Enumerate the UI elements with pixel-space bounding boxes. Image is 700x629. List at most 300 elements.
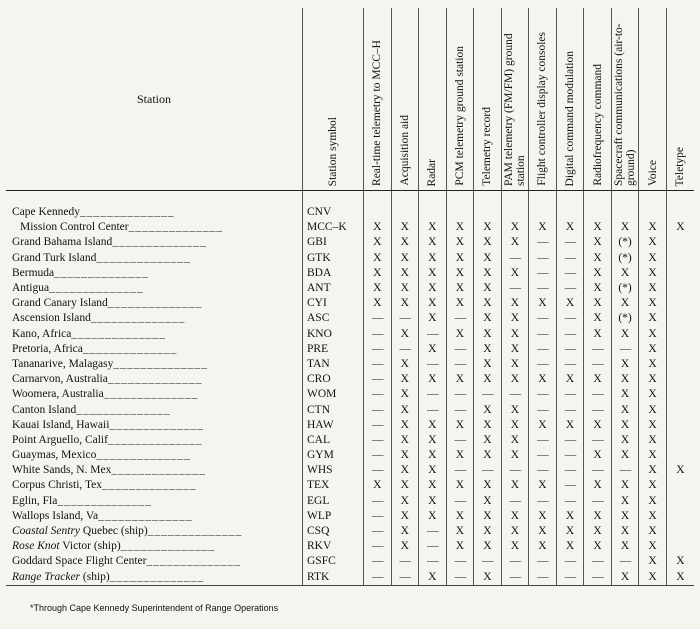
capability-mark bbox=[419, 191, 447, 221]
capability-mark: — bbox=[364, 418, 392, 433]
station-symbol: TAN bbox=[303, 357, 364, 372]
capability-mark: X bbox=[529, 478, 557, 493]
capability-mark: — bbox=[584, 570, 612, 585]
capability-mark: X bbox=[584, 524, 612, 539]
leader-dots: ______________ bbox=[80, 206, 175, 219]
leader-dots: ______________ bbox=[147, 525, 243, 538]
capability-mark: X bbox=[391, 524, 419, 539]
capability-mark: X bbox=[474, 448, 502, 463]
capability-mark: — bbox=[529, 266, 557, 281]
station-symbol: BDA bbox=[303, 266, 364, 281]
capability-mark bbox=[666, 524, 694, 539]
capability-mark: X bbox=[419, 311, 447, 326]
station-symbol: CNV bbox=[303, 191, 364, 221]
capability-mark: — bbox=[446, 311, 474, 326]
capability-mark: X bbox=[419, 448, 447, 463]
capability-mark bbox=[666, 433, 694, 448]
capability-mark: — bbox=[556, 281, 584, 296]
capability-mark: X bbox=[611, 357, 639, 372]
capability-mark: — bbox=[364, 448, 392, 463]
station-name bbox=[6, 418, 303, 433]
station-name-text: Pretoria, Africa bbox=[12, 342, 83, 355]
capability-mark: — bbox=[556, 433, 584, 448]
header-column-1: Real-time telemetry to MCC–H bbox=[364, 8, 392, 191]
capability-mark bbox=[611, 191, 639, 221]
capability-mark: — bbox=[474, 463, 502, 478]
table-row bbox=[6, 251, 694, 266]
capability-mark: X bbox=[446, 296, 474, 311]
header-station: Station bbox=[6, 8, 303, 191]
capability-mark: — bbox=[529, 357, 557, 372]
capability-mark: — bbox=[556, 463, 584, 478]
table-body bbox=[6, 191, 694, 585]
capability-mark: — bbox=[556, 266, 584, 281]
capability-mark: X bbox=[446, 539, 474, 554]
capability-mark: X bbox=[419, 220, 447, 235]
capability-mark: X bbox=[611, 296, 639, 311]
capability-mark: X bbox=[501, 372, 529, 387]
capability-mark: X bbox=[419, 372, 447, 387]
capability-mark: — bbox=[501, 387, 529, 402]
capability-mark: X bbox=[611, 387, 639, 402]
capability-mark: — bbox=[364, 372, 392, 387]
capability-mark: X bbox=[584, 235, 612, 250]
capability-mark: X bbox=[611, 327, 639, 342]
capability-mark: X bbox=[611, 433, 639, 448]
capability-mark bbox=[666, 402, 694, 417]
capability-mark: X bbox=[446, 235, 474, 250]
leader-dots: ______________ bbox=[120, 540, 216, 553]
station-symbol: CYI bbox=[303, 296, 364, 311]
station-symbol: RTK bbox=[303, 570, 364, 585]
capability-mark: — bbox=[391, 342, 419, 357]
table-row bbox=[6, 327, 694, 342]
capability-mark: X bbox=[501, 220, 529, 235]
capability-mark: X bbox=[474, 418, 502, 433]
leader-dots: ______________ bbox=[107, 297, 203, 310]
capability-mark: X bbox=[474, 524, 502, 539]
table-row bbox=[6, 311, 694, 326]
station-name-text: Point Arguello, Calif bbox=[12, 433, 108, 446]
station-symbol: ANT bbox=[303, 281, 364, 296]
station-name-italic: Rose Knot bbox=[12, 540, 60, 553]
leader-dots: ______________ bbox=[128, 221, 224, 234]
capability-mark: X bbox=[529, 539, 557, 554]
capability-mark: X bbox=[639, 342, 667, 357]
station-symbol: CAL bbox=[303, 433, 364, 448]
capability-mark: — bbox=[529, 387, 557, 402]
capability-mark: X bbox=[584, 327, 612, 342]
capability-mark: X bbox=[501, 418, 529, 433]
capability-mark bbox=[666, 342, 694, 357]
station-symbol: RKV bbox=[303, 539, 364, 554]
capability-mark: X bbox=[391, 418, 419, 433]
capability-mark: X bbox=[584, 266, 612, 281]
capability-mark: X bbox=[419, 418, 447, 433]
capability-mark bbox=[666, 448, 694, 463]
leader-dots: ______________ bbox=[107, 433, 203, 446]
capability-mark: — bbox=[501, 554, 529, 569]
capability-mark bbox=[666, 281, 694, 296]
capability-mark: X bbox=[639, 570, 667, 585]
capability-mark: X bbox=[391, 251, 419, 266]
capability-mark: X bbox=[556, 509, 584, 524]
capability-mark: X bbox=[391, 402, 419, 417]
station-name-text: Wallops Island, Va bbox=[12, 509, 99, 522]
table-row bbox=[6, 539, 694, 554]
capability-mark: — bbox=[446, 387, 474, 402]
station-name-text: White Sands, N. Mex bbox=[12, 464, 112, 477]
station-symbol: CTN bbox=[303, 402, 364, 417]
capability-mark: — bbox=[529, 311, 557, 326]
capability-mark: X bbox=[501, 402, 529, 417]
capability-mark: X bbox=[391, 327, 419, 342]
capability-mark: X bbox=[364, 478, 392, 493]
station-symbol: WOM bbox=[303, 387, 364, 402]
station-table-wrap bbox=[6, 8, 694, 585]
capability-mark: X bbox=[474, 494, 502, 509]
header-column-5: Telemetry record bbox=[474, 8, 502, 191]
capability-mark: X bbox=[419, 281, 447, 296]
header-column-2: Acquisition aid bbox=[391, 8, 419, 191]
station-name bbox=[6, 402, 303, 417]
capability-mark bbox=[666, 266, 694, 281]
leader-dots: ______________ bbox=[102, 479, 197, 492]
capability-mark: — bbox=[584, 463, 612, 478]
capability-mark: X bbox=[391, 387, 419, 402]
capability-mark: X bbox=[611, 418, 639, 433]
capability-mark: X bbox=[529, 524, 557, 539]
station-name bbox=[6, 448, 303, 463]
capability-mark: — bbox=[364, 357, 392, 372]
capability-mark: X bbox=[584, 418, 612, 433]
station-name-text: Kano, Africa bbox=[12, 327, 72, 340]
capability-mark bbox=[666, 235, 694, 250]
station-symbol: WLP bbox=[303, 509, 364, 524]
capability-mark: X bbox=[529, 220, 557, 235]
footnote: *Through Cape Kennedy Superintendent of Range Operations bbox=[30, 603, 279, 613]
capability-mark bbox=[666, 296, 694, 311]
capability-mark: X bbox=[474, 478, 502, 493]
capability-mark: — bbox=[611, 554, 639, 569]
capability-mark: X bbox=[556, 296, 584, 311]
capability-mark bbox=[446, 191, 474, 221]
capability-mark: X bbox=[611, 509, 639, 524]
station-name-text: Goddard Space Flight Center bbox=[12, 555, 147, 568]
capability-mark: X bbox=[391, 235, 419, 250]
leader-dots: ______________ bbox=[98, 509, 193, 522]
capability-mark: X bbox=[639, 478, 667, 493]
capability-mark: X bbox=[419, 463, 447, 478]
capability-mark: — bbox=[556, 448, 584, 463]
capability-mark: — bbox=[529, 448, 557, 463]
capability-mark: X bbox=[474, 251, 502, 266]
capability-mark: — bbox=[556, 478, 584, 493]
capability-mark: X bbox=[501, 327, 529, 342]
capability-mark: X bbox=[501, 235, 529, 250]
leader-dots: ______________ bbox=[112, 236, 207, 249]
capability-mark: X bbox=[501, 266, 529, 281]
capability-mark: — bbox=[364, 311, 392, 326]
header-station-symbol: Station symbol bbox=[303, 8, 364, 191]
capability-mark: X bbox=[584, 296, 612, 311]
capability-mark: X bbox=[419, 494, 447, 509]
capability-mark: X bbox=[501, 524, 529, 539]
station-name bbox=[6, 387, 303, 402]
capability-mark: X bbox=[474, 327, 502, 342]
capability-mark: (*) bbox=[611, 281, 639, 296]
capability-mark: X bbox=[419, 570, 447, 585]
station-name bbox=[6, 235, 303, 250]
capability-mark bbox=[666, 327, 694, 342]
header-column-12: Teletype bbox=[666, 8, 694, 191]
table-row bbox=[6, 418, 694, 433]
header-column-10: Spacecraft communications (air-to-ground) bbox=[611, 8, 639, 191]
capability-mark: X bbox=[639, 433, 667, 448]
capability-mark: — bbox=[446, 433, 474, 448]
capability-mark: — bbox=[474, 387, 502, 402]
table-row bbox=[6, 357, 694, 372]
leader-dots: ______________ bbox=[82, 342, 178, 355]
capability-mark: X bbox=[474, 539, 502, 554]
header-column-6: PAM telemetry (FM/FM) ground station bbox=[501, 8, 529, 191]
table-row bbox=[6, 402, 694, 417]
capability-mark: X bbox=[529, 418, 557, 433]
station-name bbox=[6, 311, 303, 326]
station-name-text: Eglin, Fla bbox=[12, 494, 58, 507]
leader-dots: ______________ bbox=[49, 282, 144, 295]
station-symbol: PRE bbox=[303, 342, 364, 357]
capability-mark: X bbox=[391, 357, 419, 372]
capability-mark: X bbox=[639, 463, 667, 478]
station-name-text: Carnarvon, Australia bbox=[12, 373, 108, 386]
header-column-9: Radiofrequency command bbox=[584, 8, 612, 191]
capability-mark: X bbox=[611, 372, 639, 387]
capability-mark: X bbox=[584, 281, 612, 296]
station-name-text: Cape Kennedy bbox=[12, 206, 81, 219]
capability-mark: — bbox=[584, 387, 612, 402]
capability-mark: X bbox=[391, 433, 419, 448]
table-row bbox=[6, 220, 694, 235]
station-name bbox=[6, 463, 303, 478]
leader-dots: ______________ bbox=[90, 312, 186, 325]
capability-mark: X bbox=[364, 251, 392, 266]
leader-dots: ______________ bbox=[57, 494, 152, 507]
station-symbol: GSFC bbox=[303, 554, 364, 569]
station-symbol: CSQ bbox=[303, 524, 364, 539]
capability-mark: X bbox=[446, 327, 474, 342]
station-name bbox=[6, 570, 303, 585]
station-name bbox=[6, 266, 303, 281]
capability-mark: X bbox=[391, 539, 419, 554]
capability-mark: — bbox=[529, 281, 557, 296]
capability-mark: X bbox=[446, 281, 474, 296]
capability-mark: X bbox=[529, 296, 557, 311]
table-row bbox=[6, 433, 694, 448]
capability-mark: X bbox=[584, 448, 612, 463]
leader-dots: ______________ bbox=[76, 403, 171, 416]
capability-mark bbox=[474, 191, 502, 221]
station-name bbox=[6, 554, 303, 569]
station-symbol: GYM bbox=[303, 448, 364, 463]
leader-dots: ______________ bbox=[113, 357, 208, 370]
capability-mark: — bbox=[529, 251, 557, 266]
station-symbol: MCC–K bbox=[303, 220, 364, 235]
capability-mark: X bbox=[639, 251, 667, 266]
capability-mark: — bbox=[556, 357, 584, 372]
capability-mark: X bbox=[364, 220, 392, 235]
station-name-text: Tananarive, Malagasy bbox=[12, 357, 114, 370]
capability-mark: X bbox=[666, 220, 694, 235]
station-name-text: Grand Bahama Island bbox=[12, 236, 113, 249]
station-name-text: (ship) bbox=[80, 570, 110, 583]
capability-mark: — bbox=[391, 554, 419, 569]
station-name-text: Kauai Island, Hawaii bbox=[12, 418, 110, 431]
capability-mark: X bbox=[474, 311, 502, 326]
station-symbol: KNO bbox=[303, 327, 364, 342]
capability-mark: — bbox=[501, 570, 529, 585]
capability-mark: — bbox=[364, 433, 392, 448]
capability-mark: — bbox=[364, 342, 392, 357]
station-name-text: Canton Island bbox=[12, 403, 77, 416]
station-name bbox=[6, 357, 303, 372]
capability-mark: X bbox=[391, 509, 419, 524]
station-symbol: ASC bbox=[303, 311, 364, 326]
capability-mark: X bbox=[529, 509, 557, 524]
capability-mark: X bbox=[501, 478, 529, 493]
station-name bbox=[6, 251, 303, 266]
capability-mark: X bbox=[666, 463, 694, 478]
capability-mark: — bbox=[364, 402, 392, 417]
capability-mark: X bbox=[446, 372, 474, 387]
station-name bbox=[6, 524, 303, 539]
capability-mark: X bbox=[611, 524, 639, 539]
capability-mark: X bbox=[556, 372, 584, 387]
capability-mark: X bbox=[639, 220, 667, 235]
station-name bbox=[6, 281, 303, 296]
capability-mark: X bbox=[639, 327, 667, 342]
table-bottom-rule bbox=[6, 585, 694, 586]
capability-mark: X bbox=[419, 509, 447, 524]
capability-mark: X bbox=[556, 418, 584, 433]
capability-mark: — bbox=[364, 570, 392, 585]
header-column-7: Flight controller display consoles bbox=[529, 8, 557, 191]
capability-mark: X bbox=[584, 251, 612, 266]
station-name bbox=[6, 539, 303, 554]
station-capability-table bbox=[6, 8, 694, 585]
capability-mark: X bbox=[584, 311, 612, 326]
capability-mark: X bbox=[611, 539, 639, 554]
capability-mark bbox=[666, 311, 694, 326]
capability-mark: X bbox=[639, 448, 667, 463]
capability-mark: — bbox=[391, 311, 419, 326]
station-symbol: EGL bbox=[303, 494, 364, 509]
capability-mark bbox=[666, 191, 694, 221]
table-row bbox=[6, 509, 694, 524]
capability-mark: X bbox=[419, 478, 447, 493]
capability-mark: — bbox=[556, 235, 584, 250]
capability-mark: X bbox=[419, 251, 447, 266]
capability-mark: X bbox=[611, 494, 639, 509]
capability-mark: — bbox=[529, 554, 557, 569]
capability-mark: X bbox=[391, 448, 419, 463]
capability-mark: X bbox=[639, 494, 667, 509]
capability-mark: — bbox=[474, 554, 502, 569]
capability-mark: — bbox=[419, 402, 447, 417]
capability-mark bbox=[666, 357, 694, 372]
capability-mark: — bbox=[529, 570, 557, 585]
table-row bbox=[6, 478, 694, 493]
capability-mark: — bbox=[501, 281, 529, 296]
table-row bbox=[6, 448, 694, 463]
station-name-text: Victor (ship) bbox=[59, 540, 121, 553]
station-symbol: CRO bbox=[303, 372, 364, 387]
capability-mark: — bbox=[501, 463, 529, 478]
table-row bbox=[6, 494, 694, 509]
table-header-row bbox=[6, 8, 694, 191]
station-name bbox=[6, 433, 303, 448]
table-row bbox=[6, 524, 694, 539]
station-name bbox=[6, 191, 303, 221]
header-column-4: PCM telemetry ground station bbox=[446, 8, 474, 191]
capability-mark: — bbox=[501, 251, 529, 266]
capability-mark: — bbox=[529, 402, 557, 417]
capability-mark: X bbox=[611, 220, 639, 235]
capability-mark: X bbox=[556, 524, 584, 539]
capability-mark: X bbox=[474, 509, 502, 524]
capability-mark: X bbox=[666, 554, 694, 569]
capability-mark: X bbox=[391, 281, 419, 296]
capability-mark: X bbox=[364, 235, 392, 250]
capability-mark: X bbox=[611, 402, 639, 417]
capability-mark: X bbox=[474, 296, 502, 311]
capability-mark: X bbox=[474, 433, 502, 448]
capability-mark: X bbox=[419, 342, 447, 357]
capability-mark: — bbox=[556, 554, 584, 569]
capability-mark: (*) bbox=[611, 251, 639, 266]
capability-mark: X bbox=[474, 235, 502, 250]
header-column-3: Radar bbox=[419, 8, 447, 191]
capability-mark: X bbox=[364, 296, 392, 311]
capability-mark: X bbox=[474, 372, 502, 387]
capability-mark: X bbox=[639, 372, 667, 387]
table-row bbox=[6, 281, 694, 296]
station-name-text: Woomera, Australia bbox=[12, 388, 104, 401]
capability-mark: X bbox=[446, 478, 474, 493]
table-row bbox=[6, 463, 694, 478]
capability-mark: X bbox=[639, 402, 667, 417]
capability-mark: X bbox=[639, 539, 667, 554]
capability-mark bbox=[666, 478, 694, 493]
table-row bbox=[6, 191, 694, 221]
capability-mark: — bbox=[364, 387, 392, 402]
station-name-text: Mission Control Center bbox=[20, 221, 129, 234]
capability-mark: X bbox=[446, 418, 474, 433]
capability-mark bbox=[666, 418, 694, 433]
station-name bbox=[6, 509, 303, 524]
station-symbol: WHS bbox=[303, 463, 364, 478]
station-name-text: Grand Canary Island bbox=[12, 297, 108, 310]
capability-mark: X bbox=[611, 266, 639, 281]
capability-mark: X bbox=[419, 433, 447, 448]
capability-mark: — bbox=[556, 311, 584, 326]
capability-mark: X bbox=[391, 494, 419, 509]
capability-mark: — bbox=[446, 342, 474, 357]
station-name bbox=[6, 478, 303, 493]
station-symbol: HAW bbox=[303, 418, 364, 433]
capability-mark: X bbox=[474, 281, 502, 296]
station-name-italic: Range Tracker bbox=[12, 570, 81, 583]
